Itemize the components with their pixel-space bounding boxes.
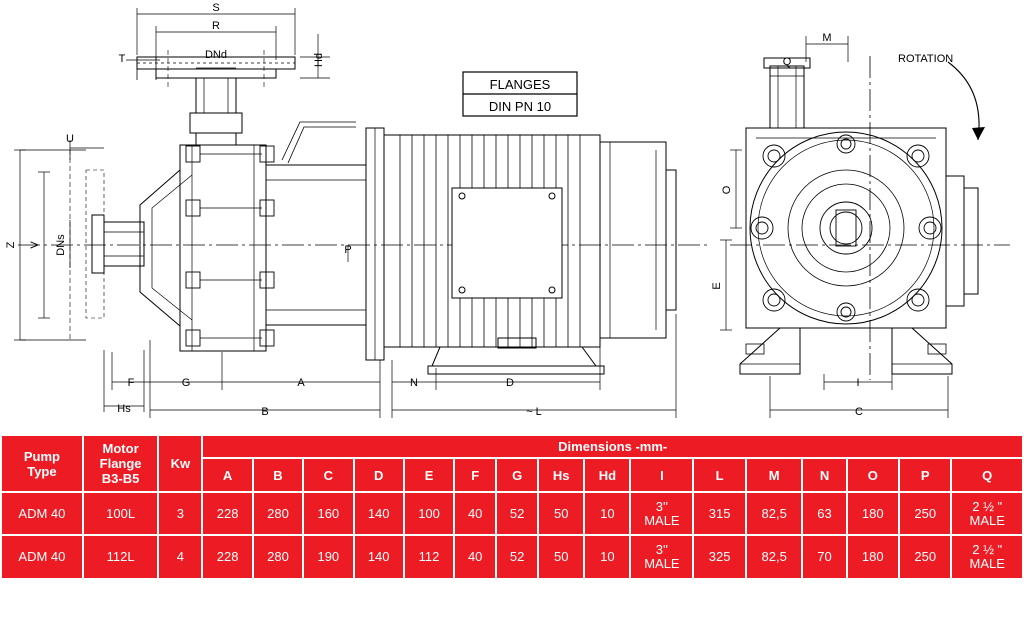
header-motor-flange-line2: Flange [99,456,142,471]
label-N: N [410,377,418,389]
header-pump-type [1,435,83,492]
flanges-note-line1: FLANGES [489,77,551,92]
label-I: I [856,377,860,389]
cell-pump-type: ADM 40 [1,535,83,578]
label-DNd: DNd [204,49,228,61]
cell-C: 160 [303,492,353,535]
cell-C: 190 [303,535,353,578]
header-col-Q: Q [951,458,1023,492]
label-P: P [344,244,352,256]
header-col-G: G [496,458,538,492]
header-col-E: E [404,458,454,492]
header-col-C: C [303,458,353,492]
cell-M: 82,5 [746,535,803,578]
flanges-note-line2: DIN PN 10 [488,99,552,114]
label-O: O [721,185,733,195]
label-T: T [118,53,126,65]
header-dimensions: Dimensions -mm- [202,435,1023,458]
label-B: B [261,406,269,418]
cell-L: 315 [693,492,745,535]
dimensions-table [0,434,1024,580]
cell-L: 325 [693,535,745,578]
label-Z: Z [5,241,17,249]
cell-kw: 4 [158,535,202,578]
cell-E: 112 [404,535,454,578]
header-col-O: O [847,458,899,492]
table-row [1,492,1023,535]
cell-motor-flange: 112L [83,535,159,578]
cell-N: 70 [802,535,846,578]
label-F: F [127,377,135,389]
header-col-A: A [202,458,252,492]
cell-Q: 2 ½ " MALE [951,492,1023,535]
header-kw: Kw [158,435,202,492]
cell-D: 140 [354,535,404,578]
cell-A: 228 [202,492,252,535]
cell-I: 3'' MALE [630,492,693,535]
header-col-Hd: Hd [584,458,630,492]
cell-F: 40 [454,492,496,535]
cell-P: 250 [899,535,951,578]
label-G: G [181,377,191,389]
cell-Hs: 50 [538,535,584,578]
label-V: V [29,241,41,249]
rotation-label: ROTATION [898,53,954,65]
cell-motor-flange: 100L [83,492,159,535]
cell-B: 280 [253,492,303,535]
cell-N: 63 [802,492,846,535]
cell-Q: 2 ½ " MALE [951,535,1023,578]
label-A: A [297,377,305,389]
header-motor-flange-line3: B3-B5 [101,471,140,486]
cell-M: 82,5 [746,492,803,535]
cell-O: 180 [847,492,899,535]
label-E: E [711,282,723,290]
header-motor-flange-line1: Motor [102,441,139,456]
cell-D: 140 [354,492,404,535]
cell-O: 180 [847,535,899,578]
header-col-B: B [253,458,303,492]
label-R: R [212,20,220,32]
header-col-D: D [354,458,404,492]
cell-P: 250 [899,492,951,535]
label-L: ~ L [526,406,542,418]
cell-pump-type: ADM 40 [1,492,83,535]
cell-kw: 3 [158,492,202,535]
cell-I: 3'' MALE [630,535,693,578]
label-DNs: DNs [55,234,67,256]
cell-F: 40 [454,535,496,578]
flanges-note-box [463,72,577,116]
header-col-Hs: Hs [538,458,584,492]
header-col-L: L [693,458,745,492]
header-col-P: P [899,458,951,492]
cell-A: 228 [202,535,252,578]
dimensions-table-wrap [0,434,1024,644]
label-S: S [212,2,220,14]
cell-E: 100 [404,492,454,535]
label-U: U [66,133,74,145]
label-Q: Q [782,56,792,68]
cell-Hd: 10 [584,535,630,578]
cell-G: 52 [496,535,538,578]
header-col-F: F [454,458,496,492]
header-pump-type-line1: Pump [23,448,60,464]
label-D: D [506,377,514,389]
label-C: C [855,406,863,418]
header-col-N: N [802,458,846,492]
label-Hd: Hd [313,52,325,68]
header-col-I: I [630,458,693,492]
header-pump-type-line2: Type [27,463,57,479]
cell-Hd: 10 [584,492,630,535]
label-Hs: Hs [117,403,131,415]
label-M: M [822,32,832,44]
cell-B: 280 [253,535,303,578]
cell-Hs: 50 [538,492,584,535]
cell-G: 52 [496,492,538,535]
header-col-M: M [746,458,803,492]
table-row [1,535,1023,578]
header-motor-flange [83,435,159,492]
